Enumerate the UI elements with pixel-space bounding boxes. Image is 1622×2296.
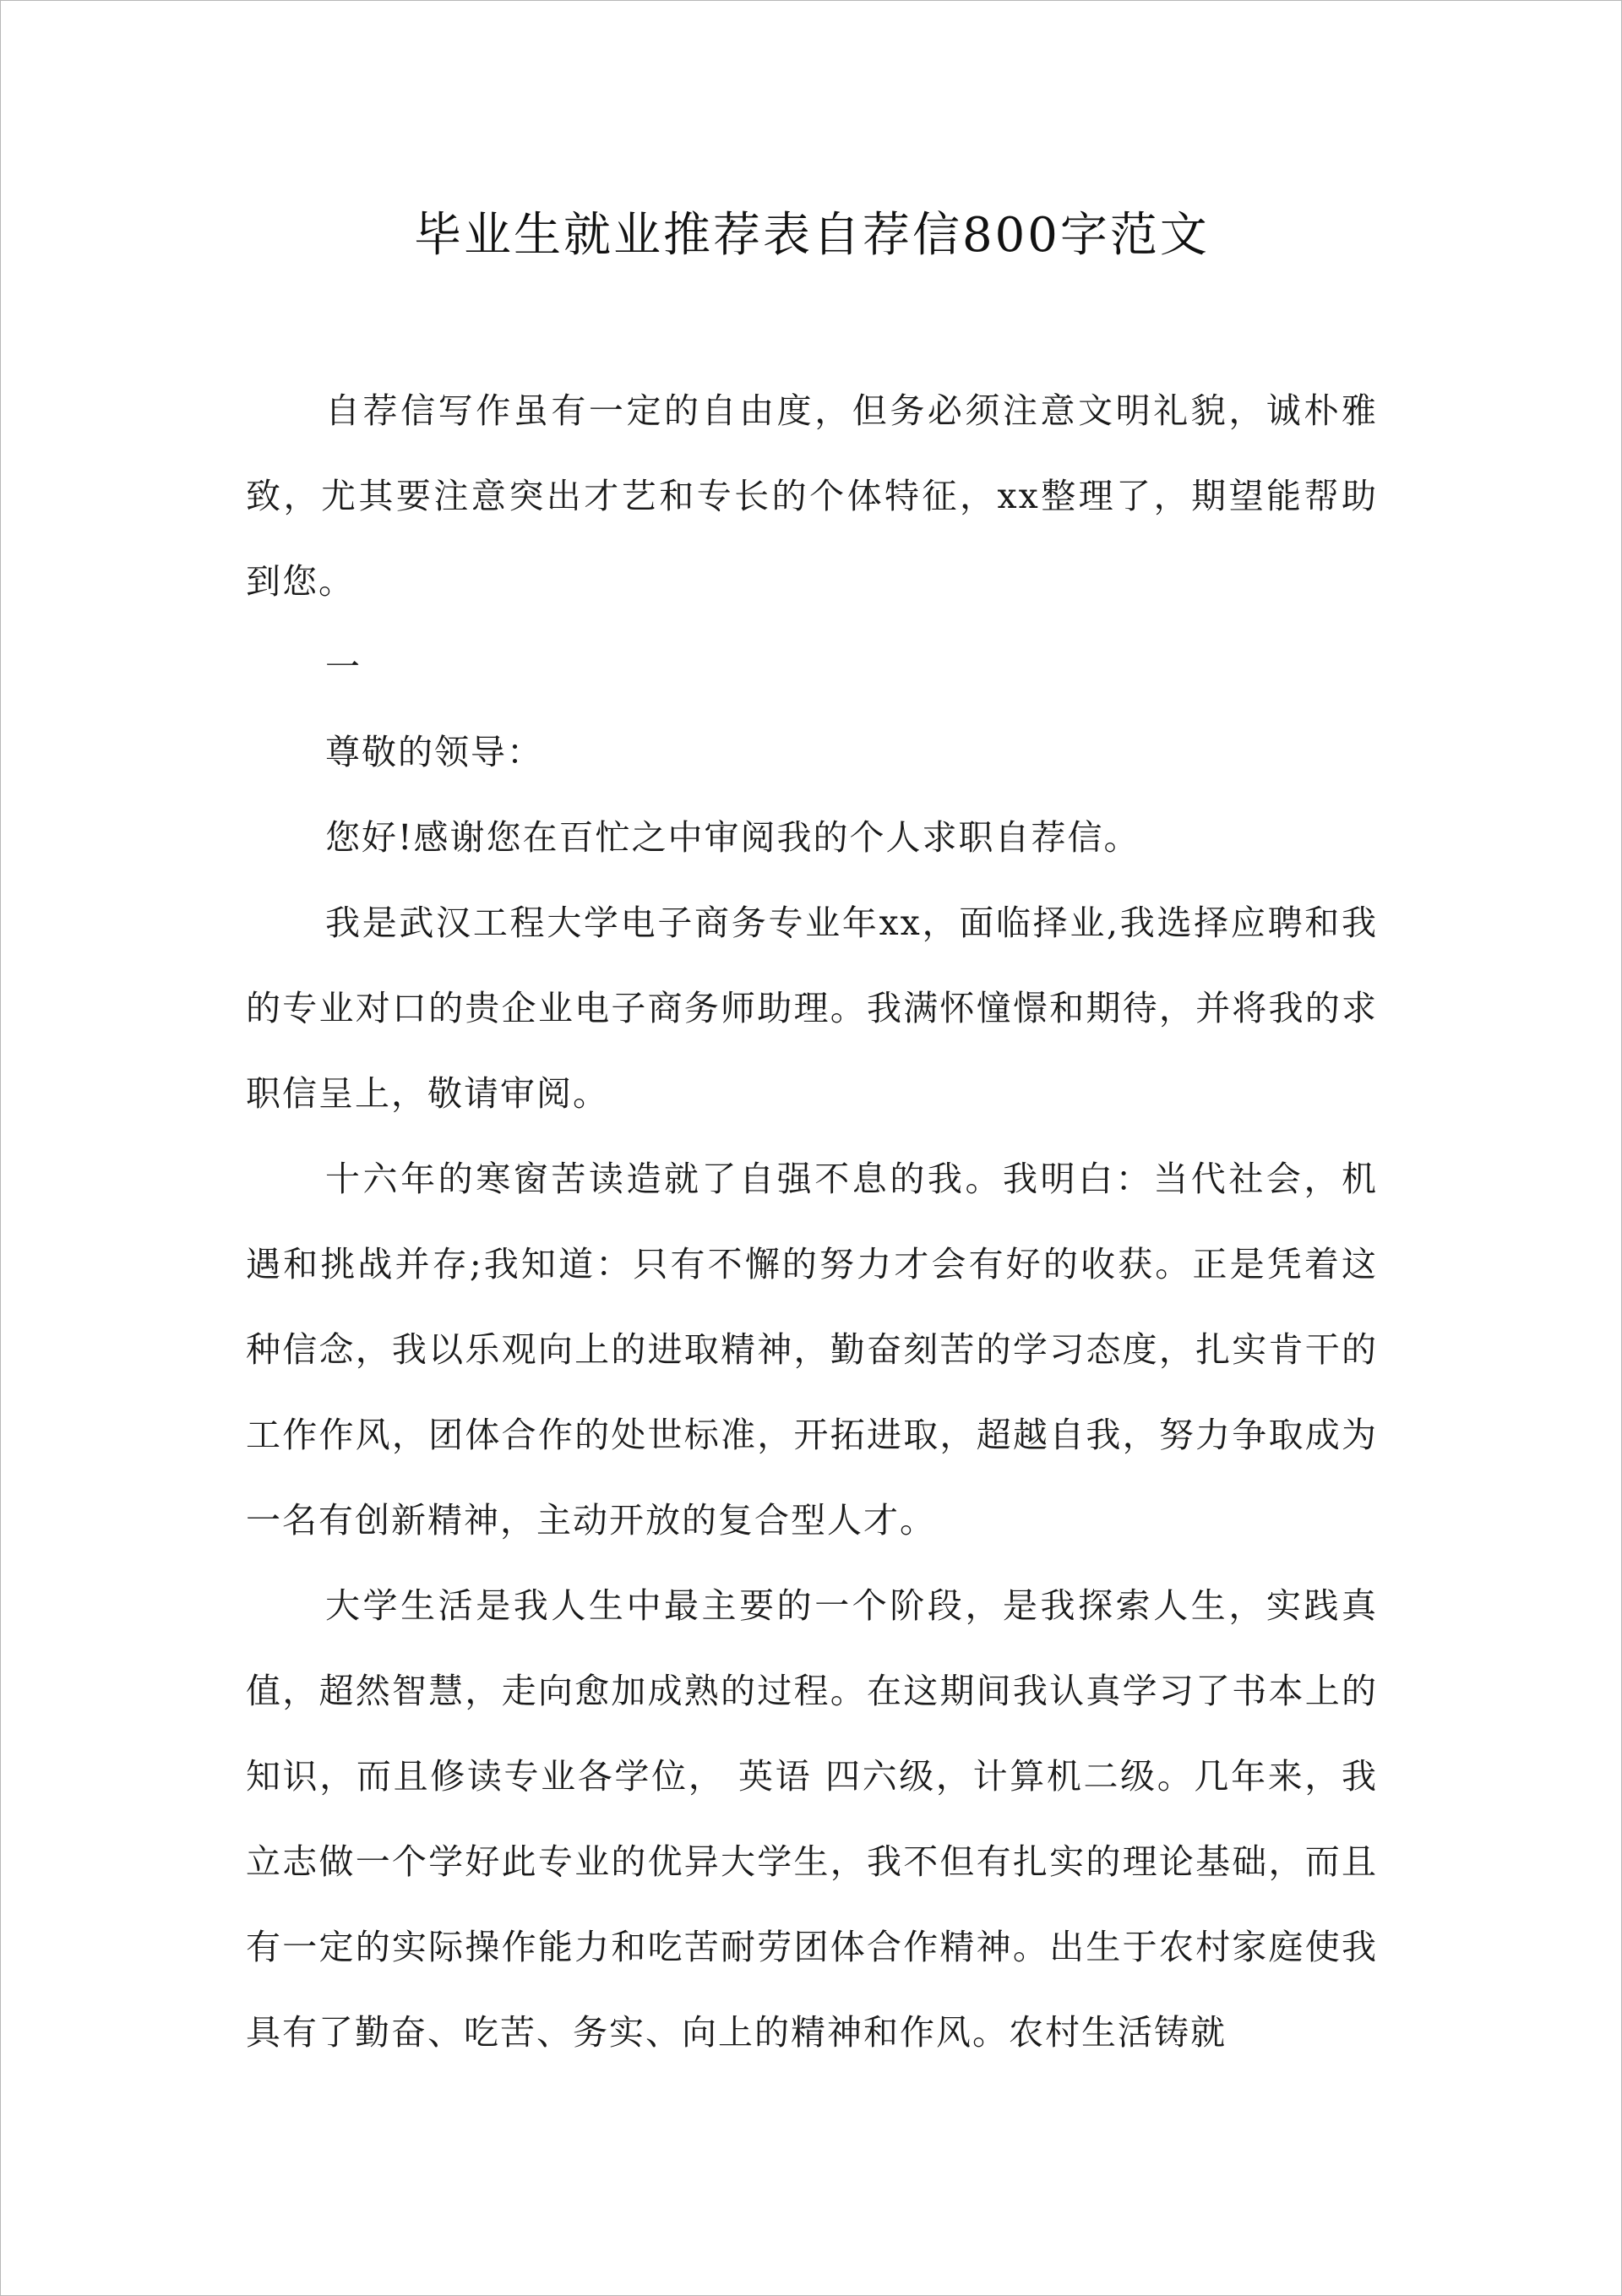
paragraph-self-introduction: 我是武汉工程大学电子商务专业年xx，面临择业,我选择应聘和我的专业对口的贵企业电子商务师助理。我满怀憧憬和期待，并将我的求职信呈上，敬请审阅。 bbox=[246, 903, 1378, 1114]
document-title: 毕业生就业推荐表自荐信800字范文 bbox=[414, 208, 1210, 263]
paragraph-university-life: 大学生活是我人生中最主要的一个阶段，是我探索人生，实践真值，超然智慧，走向愈加成熟的过程。在这期间我认真学习了书本上的知识，而且修读专业各学位， 英语 四六级，计算机二级。几年来，我立志做一个学好此专业的优异大学生，我不但有扎实的理论基础，而且有一定的实际操作能力和吃苦耐劳团体合作精神。出生于农村家庭使我具有了勤奋、吃苦、务实、向上的精神和作风。农村生活铸就 bbox=[246, 1585, 1378, 2053]
paragraph-motivation: 十六年的寒窗苦读造就了自强不息的我。我明白：当代社会，机遇和挑战并存;我知道：只有不懈的努力才会有好的收获。正是凭着这种信念，我以乐观向上的进取精神，勤奋刻苦的学习态度，扎实肯干的工作作风，团体合作的处世标准，开拓进取，超越自我，努力争取成为一名有创新精神，主动开放的复合型人才。 bbox=[246, 1159, 1378, 1541]
paragraph-intro: 自荐信写作虽有一定的自由度，但务必须注意文明礼貌，诚朴雅致，尤其要注意突出才艺和专长的个体特征，xx整理了，期望能帮助到您。 bbox=[246, 390, 1378, 602]
document-body bbox=[246, 368, 1378, 2075]
paragraph-section-number: 一 bbox=[325, 646, 362, 687]
paragraph-salutation: 尊敬的领导： bbox=[325, 732, 543, 772]
paragraph-greeting: 您好!感谢您在百忙之中审阅我的个人求职自荐信。 bbox=[325, 817, 1140, 858]
